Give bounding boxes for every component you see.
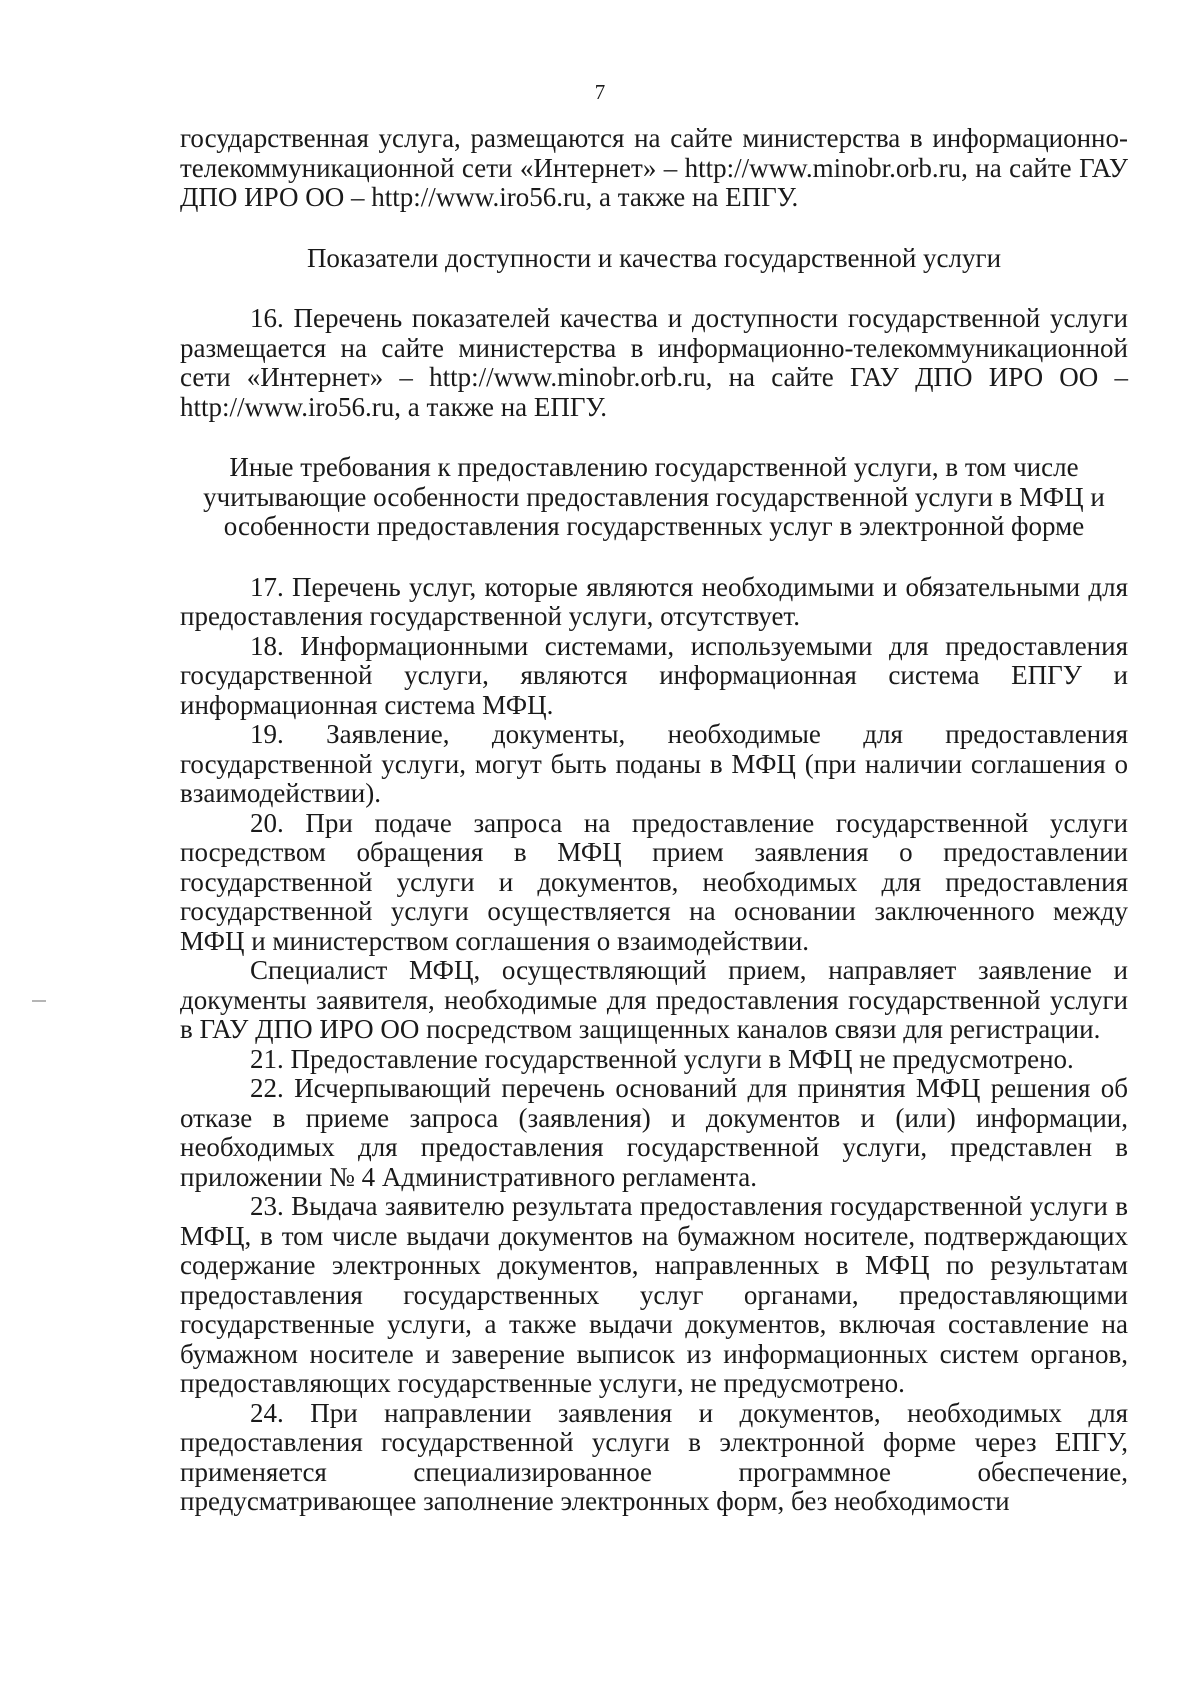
document-body: [180, 124, 1128, 1517]
paragraph-20-specialist: Специалист МФЦ, осуществляющий прием, направляет заявление и документы заявителя, необходимые для предоставления государственной услуги в ГАУ ДПО ИРО ОО посредством защищенных каналов связи для регистрации.: [180, 955, 1128, 1044]
paragraph-24: 24. При направлении заявления и документов, необходимых для предоставления государственной услуги в электронной форме через ЕПГУ, применяется специализированное программное обеспечение, предусматривающее заполнение электронных форм, без необходимости: [180, 1397, 1128, 1516]
section-heading-other-requirements: Иные требования к предоставлению государственной услуги, в том числе учитывающие особенности предоставления государственной услуги в МФЦ и особенности предоставления государственных услуг в электронной форме: [203, 452, 1105, 541]
paragraph-19: 19. Заявление, документы, необходимые для предоставления государственной услуги, могут быть поданы в МФЦ (при наличии соглашения о взаимодействии).: [180, 719, 1128, 808]
paragraph-23: 23. Выдача заявителю результата предоставления государственной услуги в МФЦ, в том числе выдачи документов на бумажном носителе, подтверждающих содержание электронных документов, направленных в МФЦ по результатам предоставления государственных услуг органами, предоставляющими государственные услуги, а также выдачи документов, включая составление на бумажном носителе и заверение выписок из информационных систем органов, предоставляющих государственные услуги, не предусмотрено.: [180, 1191, 1128, 1398]
scan-margin-mark: [32, 1000, 46, 1002]
paragraph-20: 20. При подаче запроса на предоставление государственной услуги посредством обращения в МФЦ прием заявления о предоставлении государственной услуги и документов, необходимых для предоставления государственной услуги осуществляется на основании заключенного между МФЦ и министерством соглашения о взаимодействии.: [180, 807, 1128, 956]
paragraph-22: 22. Исчерпывающий перечень оснований для принятия МФЦ решения об отказе в приеме запроса (заявления) и документов и (или) информации, необходимых для предоставления государственной услуги, представлен в приложении № 4 Административного регламента.: [180, 1073, 1128, 1192]
section-heading-accessibility: Показатели доступности и качества государственной услуги: [306, 242, 1002, 273]
paragraph-17: 17. Перечень услуг, которые являются необходимыми и обязательными для предоставления государственной услуги, отсутствует.: [180, 571, 1128, 631]
page-number: 7: [594, 80, 606, 104]
paragraph-18: 18. Информационными системами, используемыми для предоставления государственной услуги, являются информационная система ЕПГУ и информационная система МФЦ.: [180, 630, 1128, 720]
paragraph-16: 16. Перечень показателей качества и доступности государственной услуги размещается на сайте министерства в информационно-телекоммуникационной сети «Интернет» – http://www.minobr.orb.ru, на сайте ГАУ ДПО ИРО ОО – http://www.iro56.ru, а также на ЕПГУ.: [180, 303, 1128, 422]
paragraph-continuation: государственная услуга, размещаются на сайте министерства в информационно-телекоммуникационной сети «Интернет» – http://www.minobr.orb.ru, на сайте ГАУ ДПО ИРО ОО – http://www.iro56.ru, а также на ЕПГУ.: [180, 123, 1128, 212]
paragraph-21: 21. Предоставление государственной услуги в МФЦ не предусмотрено.: [250, 1043, 1074, 1074]
